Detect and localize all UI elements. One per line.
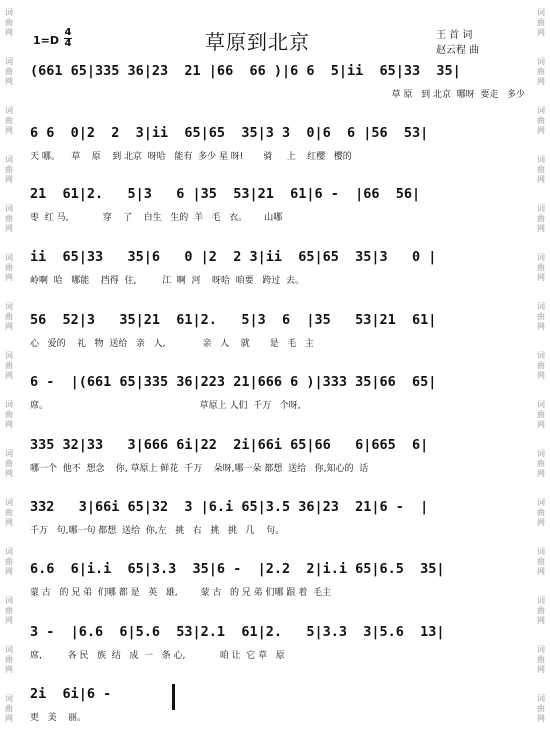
notation-line: 6 - |(661 65|335 36|223 21|666 6 )|333 35|66 65| bbox=[30, 374, 437, 390]
watermark-text: 词 曲 网 bbox=[5, 498, 13, 527]
watermark-text: 词 曲 网 bbox=[537, 302, 545, 331]
lyricist: 王 首 词 bbox=[436, 30, 473, 41]
score-row-2 bbox=[30, 125, 525, 163]
notation-line: 2i 6i|6 - bbox=[30, 686, 128, 702]
lyrics-line: 心 爱的 礼 物 送给 亲 人, 亲 人 就 是 毛 主 bbox=[30, 339, 314, 349]
lyrics-line: 千万 句,哪一句 都想 送给 你,左 挑 右 挑 挑 几 句。 bbox=[30, 526, 284, 536]
score-row-5 bbox=[30, 312, 525, 350]
watermark-text: 词 曲 网 bbox=[5, 253, 13, 282]
notation-line: 6.6 6|i.i 65|3.3 35|6 - |2.2 2|i.i 65|6.5 35| bbox=[30, 561, 445, 577]
watermark-text: 词 曲 网 bbox=[537, 449, 545, 478]
lyrics-line: 席。 草原上 人们 千万 个呀, bbox=[30, 401, 301, 411]
notation-line: 3 - |6.6 6|5.6 53|2.1 61|2. 5|3.3 3|5.6 13| bbox=[30, 624, 445, 640]
score-row-10 bbox=[30, 624, 525, 662]
watermark-text: 词 曲 网 bbox=[5, 694, 13, 723]
watermark-text: 词 曲 网 bbox=[5, 449, 13, 478]
watermark-text: 词 曲 网 bbox=[537, 57, 545, 86]
notation-line: ii 65|33 35|6 0 |2 2 3|ii 65|65 35|3 0 | bbox=[30, 249, 437, 265]
watermark-text: 词 曲 网 bbox=[5, 57, 13, 86]
watermark-text: 词 曲 网 bbox=[5, 351, 13, 380]
watermark-text: 词 曲 网 bbox=[537, 694, 545, 723]
watermark-text: 词 曲 网 bbox=[537, 596, 545, 625]
watermark-text: 词 曲 网 bbox=[5, 155, 13, 184]
composer: 赵云程 曲 bbox=[436, 45, 480, 56]
score-row-11 bbox=[30, 686, 525, 724]
score-row-8 bbox=[30, 499, 525, 537]
watermark-text: 词 曲 网 bbox=[537, 400, 545, 429]
score-row-7 bbox=[30, 437, 525, 475]
score-row-4 bbox=[30, 249, 525, 287]
watermark-text: 词 曲 网 bbox=[537, 155, 545, 184]
final-barline bbox=[172, 684, 175, 710]
watermark-text: 词 曲 网 bbox=[537, 498, 545, 527]
watermark-left bbox=[2, 0, 16, 752]
key-signature: 1=D bbox=[33, 34, 60, 47]
lyrics-line: 更 美 丽。 bbox=[30, 713, 87, 723]
notation-line: 332 3|66i 65|32 3 |6.i 65|3.5 36|23 21|6 - | bbox=[30, 499, 429, 515]
watermark-text: 词 曲 网 bbox=[537, 106, 545, 135]
notation-line: 6 6 0|2 2 3|ii 65|65 35|3 3 0|6 6 |56 53| bbox=[30, 125, 429, 141]
score-row-3 bbox=[30, 186, 525, 224]
time-signature bbox=[64, 28, 72, 49]
score-row-9 bbox=[30, 561, 525, 599]
song-title: 草原到北京 bbox=[205, 30, 310, 54]
lyrics-line: 草 原 到 北京 哪呀 要走 多少 bbox=[391, 90, 525, 100]
lyrics-line: 岭啊 哈 哪能 挡得 住, 江 啊 河 呀哈 咱要 跨过 去。 bbox=[30, 276, 304, 286]
watermark-text: 词 曲 网 bbox=[537, 547, 545, 576]
credits bbox=[436, 28, 479, 58]
score-row-1 bbox=[30, 63, 525, 101]
watermark-text: 词 曲 网 bbox=[537, 253, 545, 282]
watermark-text: 词 曲 网 bbox=[537, 351, 545, 380]
watermark-text: 词 曲 网 bbox=[5, 596, 13, 625]
lyrics-line: 哪一个 他不 想念 你, 草原上 鲜花 千万 朵呀,哪一朵 都想 送给 你,知心的 话 bbox=[30, 464, 369, 474]
notation-line: 21 61|2. 5|3 6 |35 53|21 61|6 - |66 56| bbox=[30, 186, 421, 202]
time-signature-top: 4 bbox=[64, 27, 72, 38]
watermark-right bbox=[534, 0, 548, 752]
lyrics-line: 天 哪。 草 原 到 北京 呀哈 能有 多少 星 呀! 骑 上 红樱 樱的 bbox=[30, 152, 352, 162]
watermark-text: 词 曲 网 bbox=[5, 204, 13, 233]
watermark-text: 词 曲 网 bbox=[537, 8, 545, 37]
watermark-text: 词 曲 网 bbox=[5, 302, 13, 331]
notation-line: (661 65|335 36|23 21 |66 66 )|6 6 5|ii 65|33 35| bbox=[30, 63, 461, 79]
watermark-text: 词 曲 网 bbox=[5, 400, 13, 429]
notation-line: 335 32|33 3|666 6i|22 2i|66i 65|66 6|665 6| bbox=[30, 437, 429, 453]
watermark-text: 词 曲 网 bbox=[5, 106, 13, 135]
lyrics-line: 蒙 古 的 兄 弟 们哪 都 是 英 雄, 蒙 古 的 兄 弟 们哪 跟 着 毛主 bbox=[30, 588, 331, 598]
watermark-text: 词 曲 网 bbox=[537, 204, 545, 233]
watermark-text: 词 曲 网 bbox=[5, 645, 13, 674]
watermark-text: 词 曲 网 bbox=[537, 645, 545, 674]
notation-line: 56 52|3 35|21 61|2. 5|3 6 |35 53|21 61| bbox=[30, 312, 437, 328]
watermark-text: 词 曲 网 bbox=[5, 547, 13, 576]
time-signature-bottom: 4 bbox=[64, 38, 72, 49]
score-row-6 bbox=[30, 374, 525, 412]
lyrics-line: 枣 红 马, 穿 了 白生 生的 羊 毛 衣。 山哪 bbox=[30, 213, 283, 223]
lyrics-line: 席, 各 民 族 结 成 一 条 心, 咱 让 它 草 原 bbox=[30, 651, 285, 661]
watermark-text: 词 曲 网 bbox=[5, 8, 13, 37]
